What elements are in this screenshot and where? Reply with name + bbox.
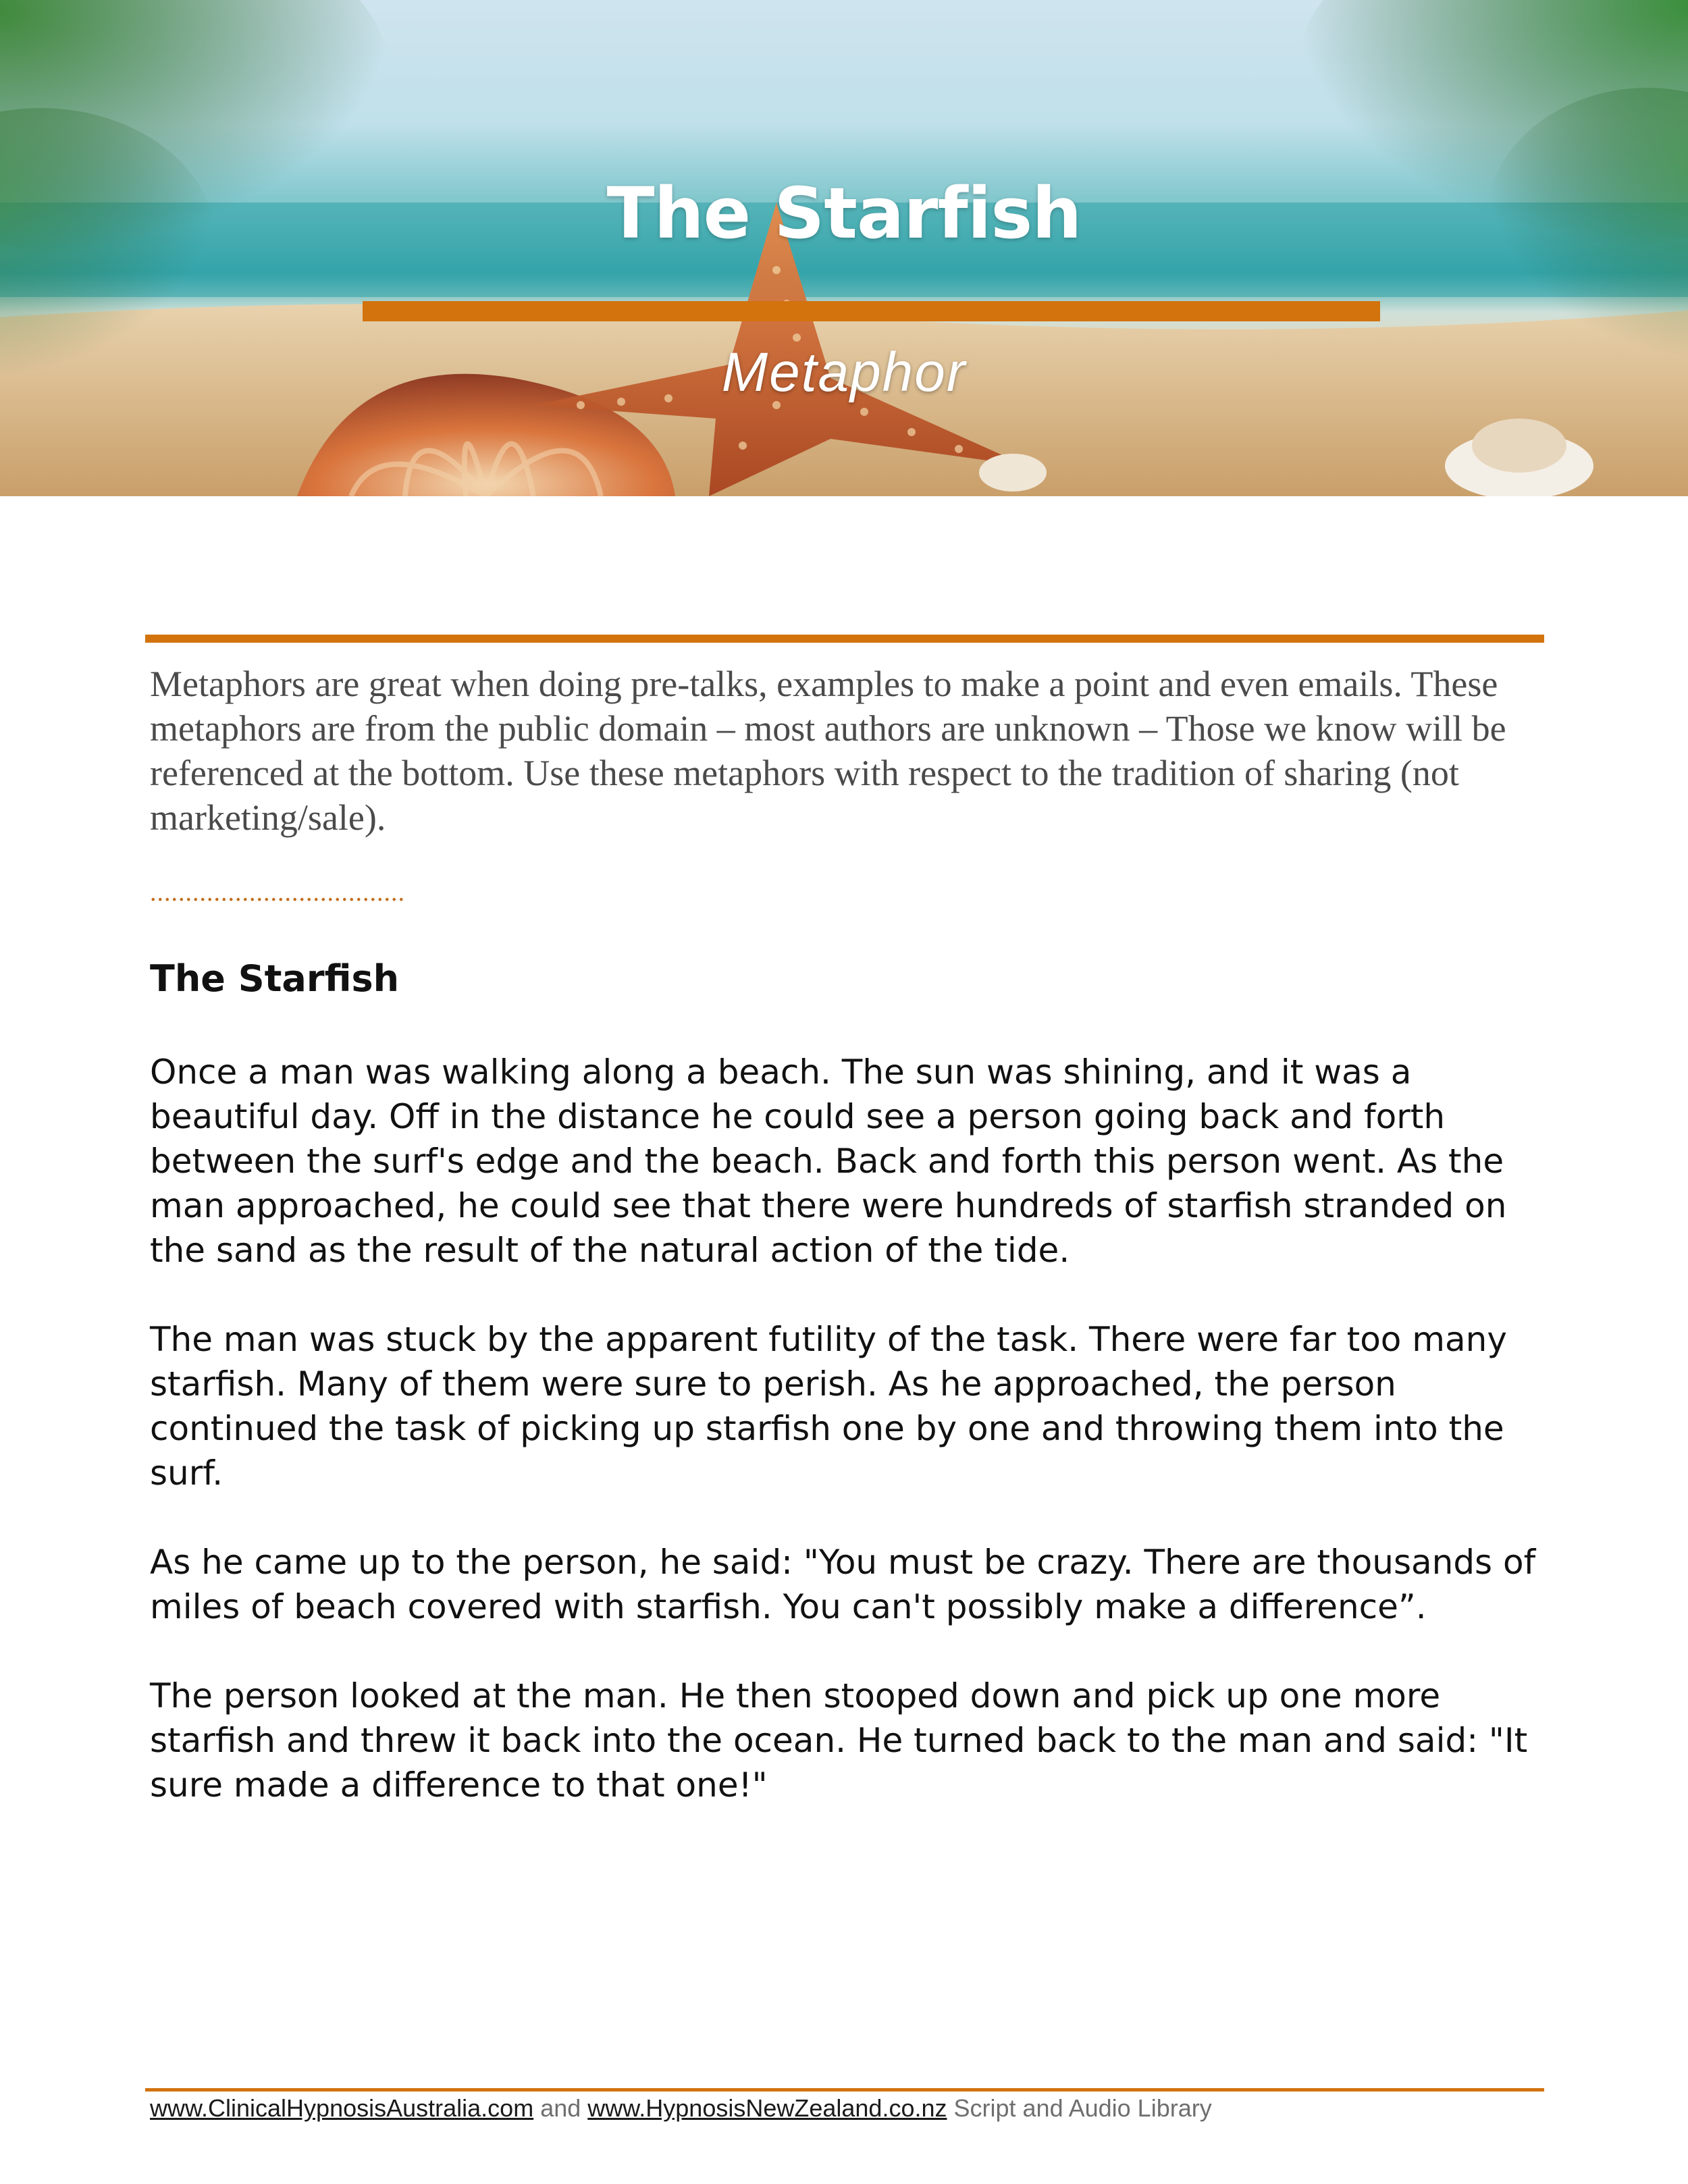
title-divider: [363, 301, 1380, 321]
dotted-separator: ....................................: [150, 878, 405, 907]
section-divider: [145, 635, 1544, 643]
header-banner: [0, 0, 1688, 496]
intro-paragraph: Metaphors are great when doing pre-talks, examples to make a point and even emails. These metaphors are from the public domain – most authors are unknown – Those we know will be referenced at the bottom. Use these metaphors with respect to the tradition of sharing (not marketing/sale).: [150, 664, 1506, 838]
story-title: The Starfish: [150, 957, 400, 1000]
page-subtitle: Metaphor: [721, 342, 967, 403]
story-paragraph: The person looked at the man. He then stooped down and pick up one more starfish and threw it back into the ocean. He turned back to the man and said: "It sure made a difference to that one!": [150, 1676, 1528, 1805]
footer-link-newzealand[interactable]: www.HypnosisNewZealand.co.nz: [587, 2094, 947, 2122]
footer: [150, 2094, 1212, 2123]
story-paragraph: The man was stuck by the apparent futility of the task. There were far too many starfish. Many of them were sure to perish. As he approached, the person continued the task of picking up starfish one by one and throwing them into the surf.: [150, 1320, 1507, 1493]
footer-suffix: Script and Audio Library: [947, 2094, 1212, 2122]
page-title: The Starfish: [606, 172, 1082, 255]
footer-divider: [145, 2088, 1544, 2092]
story-body: [150, 1050, 1548, 1852]
footer-link-australia[interactable]: www.ClinicalHypnosisAustralia.com: [150, 2094, 534, 2122]
footer-joiner: and: [533, 2094, 588, 2122]
story-paragraph: Once a man was walking along a beach. The sun was shining, and it was a beautiful day. Off in the distance he could see a person going back and forth between the surf's edge and the beach. Back and forth this person went. As the man approached, he could see that there were hundreds of starfish stranded on the sand as the result of the natural action of the tide.: [150, 1053, 1507, 1270]
story-paragraph: As he came up to the person, he said: "You must be crazy. There are thousands of miles of beach covered with starfish. You can't possibly make a difference”.: [150, 1543, 1536, 1626]
